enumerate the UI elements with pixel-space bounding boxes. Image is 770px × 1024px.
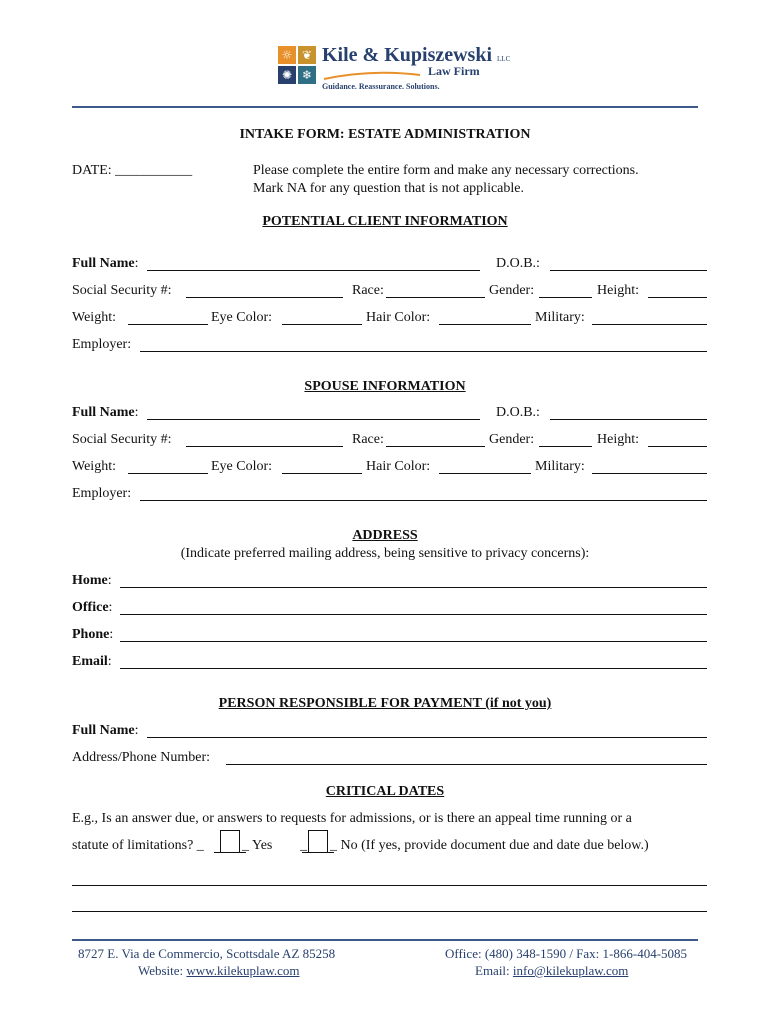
client-hair-field[interactable] [439,324,531,325]
footer-address: 8727 E. Via de Commercio, Scottsdale AZ 85258 [78,946,336,961]
spouse-gender-label: Gender: [489,432,535,447]
spouse-heading: SPOUSE INFORMATION [304,379,466,394]
yes-checkbox[interactable] [220,830,240,852]
firm-suffix: LLC [497,55,511,63]
client-military-label: Military: [535,310,585,325]
firm-subtitle: Law Firm [428,64,480,78]
no-checkbox[interactable] [308,830,328,852]
spouse-military-field[interactable] [592,473,707,474]
office-field[interactable] [120,614,707,615]
payment-full-name-label: Full Name: [72,723,139,738]
snowflake-icon: ❄ [298,66,316,84]
footer-website-label: Website: [138,963,184,978]
payment-address-field[interactable] [226,764,707,765]
client-gender-field[interactable] [539,297,592,298]
spouse-weight-label: Weight: [72,459,116,474]
address-note: (Indicate preferred mailing address, being sensitive to privacy concerns): [180,546,590,561]
client-dob-label: D.O.B.: [496,256,540,271]
home-field[interactable] [120,587,707,588]
date-field[interactable]: DATE: ___________ [72,163,193,178]
client-ssn-label: Social Security #: [72,283,172,298]
website-link[interactable]: www.kilekuplaw.com [186,963,300,978]
spouse-height-field[interactable] [648,446,707,447]
yes-label: _ Yes [242,838,273,853]
client-eye-label: Eye Color: [211,310,273,325]
client-full-name-field[interactable] [147,270,480,271]
client-employer-label: Employer: [72,337,132,352]
firm-tagline: Guidance. Reassurance. Solutions. [322,82,440,91]
spouse-ssn-label: Social Security #: [72,432,172,447]
critical-answer-line-2[interactable] [72,911,707,912]
spouse-hair-field[interactable] [439,473,531,474]
office-label: Office: [72,600,113,615]
client-height-label: Height: [597,283,639,298]
spouse-full-name-field[interactable] [147,419,480,420]
instructions-line-2: Mark NA for any question that is not applicable. [253,181,524,196]
phone-label: Phone: [72,627,114,642]
footer-website-line [138,962,300,979]
sun-icon: ☼ [278,46,296,64]
payment-full-name-field[interactable] [147,737,707,738]
spouse-ssn-field[interactable] [186,446,343,447]
payment-address-label: Address/Phone Number: [72,750,211,765]
footer-rule [72,939,698,941]
spouse-full-name-label: Full Name: [72,405,139,420]
footer-phone: Office: (480) 348-1590 / Fax: 1-866-404-5085 [445,946,688,961]
client-ssn-field[interactable] [186,297,343,298]
spouse-eye-field[interactable] [282,473,362,474]
client-heading: POTENTIAL CLIENT INFORMATION [262,214,508,229]
spouse-weight-field[interactable] [128,473,208,474]
firm-name: Kile & Kupiszewski [322,44,493,66]
address-heading: ADDRESS [352,528,418,543]
client-race-field[interactable] [386,297,485,298]
home-label: Home: [72,573,112,588]
no-label: _ No (If yes, provide document due and date due below.) [330,838,649,853]
form-title: INTAKE FORM: ESTATE ADMINISTRATION [239,127,531,142]
critical-question-line-1: E.g., Is an answer due, or answers to requests for admissions, or is there an appeal time running or a [72,811,632,826]
spouse-race-label: Race: [352,432,384,447]
critical-heading: CRITICAL DATES [325,784,445,799]
no-underscore: _ [300,838,307,853]
email-link[interactable]: info@kilekuplaw.com [512,963,629,978]
header-rule [72,106,698,108]
gear-icon: ✺ [278,66,296,84]
spouse-gender-field[interactable] [539,446,592,447]
client-weight-label: Weight: [72,310,116,325]
email-label: Email: [72,654,112,669]
footer-email-line [475,962,628,979]
spouse-hair-label: Hair Color: [366,459,431,474]
logo-swoosh [322,68,422,78]
client-military-field[interactable] [592,324,707,325]
client-gender-label: Gender: [489,283,535,298]
firm-logo [278,44,511,94]
spouse-race-field[interactable] [386,446,485,447]
footer-email-label: Email: [475,963,510,978]
spouse-eye-label: Eye Color: [211,459,273,474]
critical-answer-line-1[interactable] [72,885,707,886]
client-full-name-label: Full Name: [72,256,139,271]
client-hair-label: Hair Color: [366,310,431,325]
spouse-dob-field[interactable] [550,419,707,420]
spouse-dob-label: D.O.B.: [496,405,540,420]
client-race-label: Race: [352,283,384,298]
spouse-employer-field[interactable] [140,500,707,501]
client-dob-field[interactable] [550,270,707,271]
phone-field[interactable] [120,641,707,642]
client-eye-field[interactable] [282,324,362,325]
client-height-field[interactable] [648,297,707,298]
spouse-height-label: Height: [597,432,639,447]
client-weight-field[interactable] [128,324,208,325]
critical-question-line-2: statute of limitations? _ [72,838,204,853]
spouse-military-label: Military: [535,459,585,474]
leaf-icon: ❦ [298,46,316,64]
client-employer-field[interactable] [140,351,707,352]
email-field[interactable] [120,668,707,669]
spouse-employer-label: Employer: [72,486,132,501]
instructions-line-1: Please complete the entire form and make any necessary corrections. [253,163,639,178]
payment-heading: PERSON RESPONSIBLE FOR PAYMENT (if not you) [218,696,552,711]
